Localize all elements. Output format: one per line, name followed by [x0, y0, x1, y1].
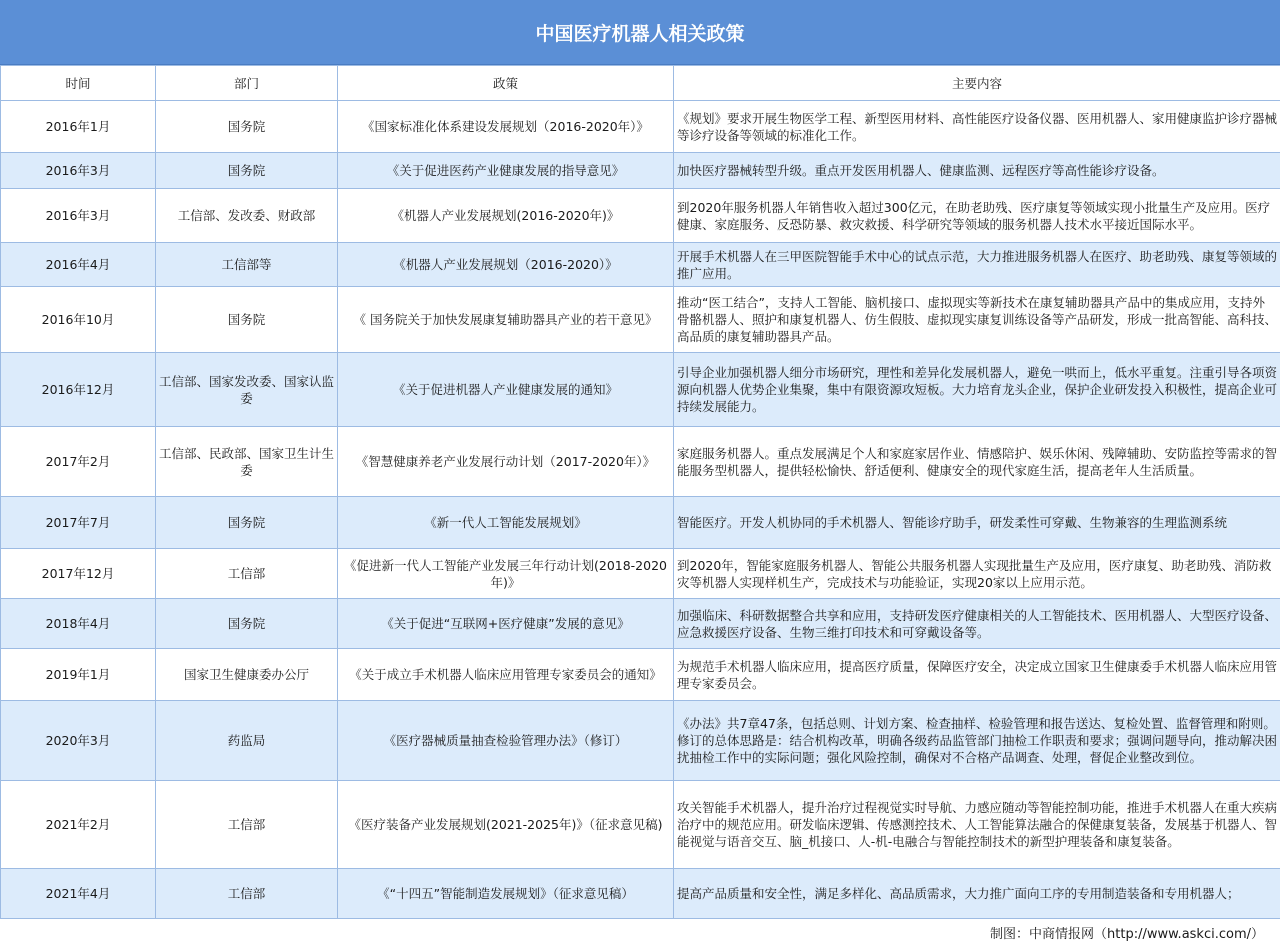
cell-content: 《办法》共7章47条，包括总则、计划方案、检查抽样、检验管理和报告送达、复检处置、监督管理和附则。修订的总体思路是：结合机构改革，明确各级药品监管部门抽检工作职责和要求；强调问题导向，推动解决困扰抽检工作中的实际问题；强化风险控制，确保对不合格产品调查、处理，督促企业整改到位。 — [674, 701, 1280, 781]
cell-time: 2018年4月 — [1, 599, 156, 649]
cell-content: 提高产品质量和安全性，满足多样化、高品质需求，大力推广面向工序的专用制造装备和专用机器人； — [674, 869, 1280, 919]
cell-content: 推动“医工结合”，支持人工智能、脑机接口、虚拟现实等新技术在康复辅助器具产品中的集成应用，支持外骨骼机器人、照护和康复机器人、仿生假肢、虚拟现实康复训练设备等产品研发，形成一批高智能、高科技、高品质的康复辅助器具产品。 — [674, 287, 1280, 353]
cell-content: 到2020年服务机器人年销售收入超过300亿元，在助老助残、医疗康复等领域实现小批量生产及应用。医疗健康、家庭服务、反恐防暴、救灾救援、科学研究等领域的服务机器人技术水平接近国际水平。 — [674, 189, 1280, 243]
table-row — [1, 243, 1280, 287]
cell-dept: 药监局 — [156, 701, 338, 781]
cell-content: 为规范手术机器人临床应用，提高医疗质量，保障医疗安全，决定成立国家卫生健康委手术机器人临床应用管理专家委员会。 — [674, 649, 1280, 701]
cell-policy: 《新一代人工智能发展规划》 — [338, 497, 674, 549]
cell-policy: 《促进新一代人工智能产业发展三年行动计划(2018-2020年)》 — [338, 549, 674, 599]
cell-time: 2017年2月 — [1, 427, 156, 497]
cell-time: 2017年7月 — [1, 497, 156, 549]
cell-policy: 《关于促进医药产业健康发展的指导意见》 — [338, 153, 674, 189]
table-row — [1, 287, 1280, 353]
cell-policy: 《机器人产业发展规划(2016-2020年)》 — [338, 189, 674, 243]
table-row — [1, 599, 1280, 649]
cell-dept: 工信部、民政部、国家卫生计生委 — [156, 427, 338, 497]
cell-dept: 国务院 — [156, 599, 338, 649]
table-row — [1, 153, 1280, 189]
cell-time: 2016年10月 — [1, 287, 156, 353]
cell-time: 2017年12月 — [1, 549, 156, 599]
table-row — [1, 649, 1280, 701]
table-row — [1, 353, 1280, 427]
cell-dept: 工信部 — [156, 781, 338, 869]
cell-content: 引导企业加强机器人细分市场研究，理性和差异化发展机器人，避免一哄而上，低水平重复。注重引导各项资源向机器人优势企业集聚，集中有限资源攻短板。大力培育龙头企业，保护企业研发投入积极性，提高企业可持续发展能力。 — [674, 353, 1280, 427]
source-credit: 制图：中商情报网（http://www.askci.com/） — [0, 919, 1280, 945]
cell-time: 2019年1月 — [1, 649, 156, 701]
cell-policy: 《关于促进“互联网+医疗健康”发展的意见》 — [338, 599, 674, 649]
cell-time: 2021年2月 — [1, 781, 156, 869]
cell-policy: 《关于成立手术机器人临床应用管理专家委员会的通知》 — [338, 649, 674, 701]
cell-policy: 《机器人产业发展规划（2016-2020）》 — [338, 243, 674, 287]
cell-dept: 工信部 — [156, 549, 338, 599]
cell-content: 加强临床、科研数据整合共享和应用，支持研发医疗健康相关的人工智能技术、医用机器人、大型医疗设备、应急救援医疗设备、生物三维打印技术和可穿戴设备等。 — [674, 599, 1280, 649]
cell-content: 家庭服务机器人。重点发展满足个人和家庭家居作业、情感陪护、娱乐休闲、残障辅助、安防监控等需求的智能服务型机器人，提供轻松愉快、舒适便利、健康安全的现代家庭生活，提高老年人生活质量。 — [674, 427, 1280, 497]
cell-time: 2020年3月 — [1, 701, 156, 781]
cell-dept: 工信部等 — [156, 243, 338, 287]
table-title: 中国医疗机器人相关政策 — [0, 0, 1280, 65]
table-row — [1, 189, 1280, 243]
cell-dept: 工信部、发改委、财政部 — [156, 189, 338, 243]
cell-policy: 《医疗器械质量抽查检验管理办法》（修订） — [338, 701, 674, 781]
table-row — [1, 427, 1280, 497]
cell-time: 2021年4月 — [1, 869, 156, 919]
cell-policy: 《“十四五”智能制造发展规划》（征求意见稿） — [338, 869, 674, 919]
cell-content: 攻关智能手术机器人，提升治疗过程视觉实时导航、力感应随动等智能控制功能，推进手术机器人在重大疾病治疗中的规范应用。研发临床逻辑、传感测控技术、人工智能算法融合的保健康复装备，发展基于机器人、智能视觉与语音交互、脑_机接口、人-机-电融合与智能控制技术的新型护理装备和康复装备。 — [674, 781, 1280, 869]
cell-dept: 国务院 — [156, 153, 338, 189]
cell-time: 2016年4月 — [1, 243, 156, 287]
header-row — [1, 66, 1280, 101]
cell-content: 加快医疗器械转型升级。重点开发医用机器人、健康监测、远程医疗等高性能诊疗设备。 — [674, 153, 1280, 189]
cell-content: 《规划》要求开展生物医学工程、新型医用材料、高性能医疗设备仪器、医用机器人、家用健康监护诊疗器械等诊疗设备等领域的标准化工作。 — [674, 101, 1280, 153]
cell-content: 智能医疗。开发人机协同的手术机器人、智能诊疗助手，研发柔性可穿戴、生物兼容的生理监测系统 — [674, 497, 1280, 549]
cell-dept: 国家卫生健康委办公厅 — [156, 649, 338, 701]
cell-content: 开展手术机器人在三甲医院智能手术中心的试点示范，大力推进服务机器人在医疗、助老助残、康复等领域的推广应用。 — [674, 243, 1280, 287]
header-dept: 部门 — [156, 66, 338, 101]
cell-dept: 工信部 — [156, 869, 338, 919]
header-policy: 政策 — [338, 66, 674, 101]
cell-policy: 《 国务院关于加快发展康复辅助器具产业的若干意见》 — [338, 287, 674, 353]
cell-dept: 国务院 — [156, 101, 338, 153]
table-row — [1, 549, 1280, 599]
cell-policy: 《国家标准化体系建设发展规划（2016-2020年）》 — [338, 101, 674, 153]
table-row — [1, 701, 1280, 781]
cell-policy: 《智慧健康养老产业发展行动计划（2017-2020年）》 — [338, 427, 674, 497]
cell-dept: 工信部、国家发改委、国家认监委 — [156, 353, 338, 427]
cell-time: 2016年3月 — [1, 153, 156, 189]
header-content: 主要内容 — [674, 66, 1280, 101]
cell-time: 2016年1月 — [1, 101, 156, 153]
cell-policy: 《关于促进机器人产业健康发展的通知》 — [338, 353, 674, 427]
cell-content: 到2020年，智能家庭服务机器人、智能公共服务机器人实现批量生产及应用，医疗康复、助老助残、消防救灾等机器人实现样机生产，完成技术与功能验证，实现20家以上应用示范。 — [674, 549, 1280, 599]
policy-table — [0, 65, 1280, 919]
cell-policy: 《医疗装备产业发展规划(2021-2025年)》（征求意见稿) — [338, 781, 674, 869]
cell-time: 2016年12月 — [1, 353, 156, 427]
cell-dept: 国务院 — [156, 497, 338, 549]
table-row — [1, 497, 1280, 549]
table-row — [1, 869, 1280, 919]
cell-dept: 国务院 — [156, 287, 338, 353]
cell-time: 2016年3月 — [1, 189, 156, 243]
header-time: 时间 — [1, 66, 156, 101]
table-row — [1, 101, 1280, 153]
table-row — [1, 781, 1280, 869]
